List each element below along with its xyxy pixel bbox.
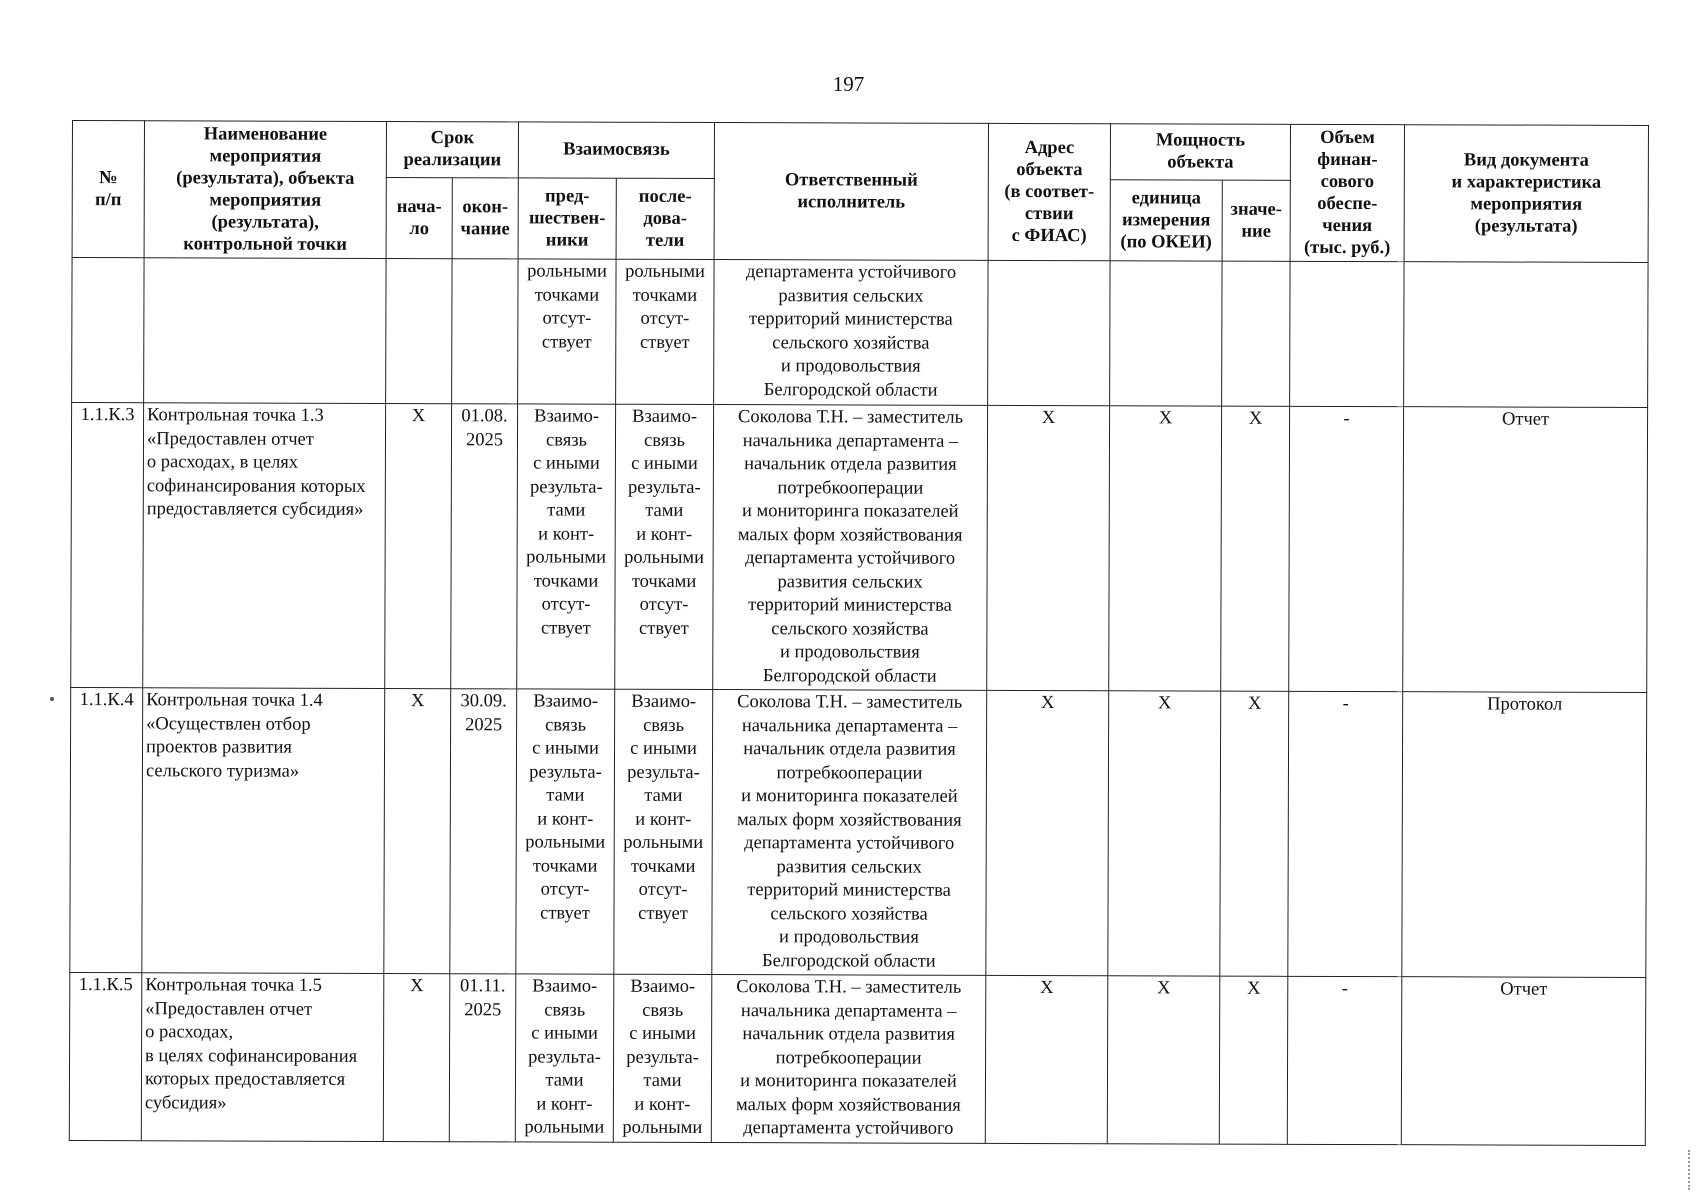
cell-unit: Х [1107, 976, 1220, 1144]
cell-address: Х [985, 975, 1108, 1143]
cell-address [988, 260, 1110, 405]
header-successors: после- дова- тели [616, 178, 714, 259]
header-value: значе- ние [1222, 180, 1290, 261]
scan-dot [50, 697, 54, 701]
cell-doc-type [1404, 262, 1648, 408]
cell-end: 01.08. 2025 [451, 404, 518, 689]
cell-end [452, 259, 518, 404]
cell-unit: Х [1109, 406, 1222, 691]
header-address: Адрес объекта (в соответ- ствии с ФИАС) [988, 123, 1110, 260]
cell-value: Х [1221, 406, 1290, 691]
table-row [71, 403, 1648, 693]
header-period: Срок реализации [386, 121, 518, 177]
header-start: нача- ло [386, 177, 452, 258]
cell-value [1222, 261, 1290, 406]
header-name: Наименование мероприятия (результата), объекта мероприятия (результата), контрольной точки [144, 121, 386, 259]
document-sheet [69, 120, 1648, 1146]
header-capacity: Мощность объекта [1110, 124, 1290, 181]
cell-successors: рольными точками отсут- ствует [616, 259, 714, 404]
header-end: окон- чание [452, 178, 518, 259]
cell-num: 1.1.К.5 [69, 972, 142, 1140]
cell-predecessors: Взаимо- связь с иными результа- тами и конт- рольными точками отсут- ствует [517, 404, 616, 689]
cell-doc-type: Протокол [1402, 692, 1647, 978]
table-row [70, 687, 1647, 977]
scan-edge-mark [1688, 1150, 1693, 1190]
header-unit: единица измерения (по ОКЕИ) [1110, 180, 1222, 261]
cell-successors: Взаимо- связь с иными результа- тами и конт- рольными [613, 974, 712, 1142]
cell-num: 1.1.К.4 [70, 687, 143, 972]
table-row-continued [72, 258, 1648, 408]
cell-responsible: Соколова Т.Н. – заместитель начальника департамента – начальник отдела развития потребкооперации и мониторинга показателей малых форм хозяйствования департамента устойчивого развития сельских территорий министерства сельского хозяйства и продовольствия Белгородской области [712, 690, 987, 976]
cell-responsible: Соколова Т.Н. – заместитель начальника департамента – начальник отдела развития потребкооперации и мониторинга показателей малых форм хозяйствования департамента устойчивого развития сельских территорий министерства сельского хозяйства и продовольствия Белгородской области [713, 405, 988, 691]
cell-name: Контрольная точка 1.3 «Предоставлен отчет о расходах, в целях софинансирования которых предоставляется субсидия» [143, 403, 386, 689]
cell-num [72, 258, 144, 403]
cell-successors: Взаимо- связь с иными результа- тами и конт- рольными точками отсут- ствует [614, 689, 713, 974]
cell-predecessors: Взаимо- связь с иными результа- тами и конт- рольными [515, 974, 614, 1142]
events-table [69, 120, 1649, 1146]
cell-num: 1.1.К.3 [71, 403, 144, 688]
cell-responsible: департамента устойчивого развития сельских территорий министерства сельского хозяйства и продовольствия Белгородской области [714, 260, 988, 406]
cell-successors: Взаимо- связь с иными результа- тами и конт- рольными точками отсут- ствует [615, 404, 714, 689]
cell-start [386, 258, 452, 403]
cell-unit: Х [1108, 691, 1221, 976]
header-funding: Объем финан- сового обеспе- чения (тыс. руб.) [1290, 124, 1404, 261]
table-row [69, 972, 1646, 1145]
cell-doc-type: Отчет [1403, 407, 1648, 693]
cell-value: Х [1220, 691, 1289, 976]
cell-address: Х [986, 690, 1109, 975]
cell-end: 30.09. 2025 [450, 689, 517, 974]
cell-name: Контрольная точка 1.5 «Предоставлен отчет о расходах, в целях софинансирования которых предоставляется субсидия» [141, 973, 384, 1142]
cell-funding: - [1288, 691, 1403, 976]
cell-predecessors: рольными точками отсут- ствует [518, 259, 616, 404]
table-header [72, 121, 1648, 263]
page-number: 197 [832, 72, 865, 96]
header-predecessors: пред- шествен- ники [518, 178, 616, 259]
cell-name: Контрольная точка 1.4 «Осуществлен отбор проектов развития сельского туризма» [142, 688, 385, 974]
header-responsible: Ответственный исполнитель [714, 123, 988, 261]
cell-responsible: Соколова Т.Н. – заместитель начальника департамента – начальник отдела развития потребкооперации и мониторинга показателей малых форм хозяйствования департамента устойчивого [711, 975, 986, 1144]
cell-value: Х [1219, 976, 1288, 1144]
cell-funding: - [1289, 406, 1404, 691]
cell-funding: - [1287, 976, 1402, 1144]
cell-start: Х [384, 688, 451, 973]
cell-end: 01.11. 2025 [449, 974, 516, 1142]
cell-funding [1290, 261, 1404, 406]
cell-unit [1110, 261, 1222, 406]
header-num: № п/п [72, 121, 144, 258]
cell-predecessors: Взаимо- связь с иными результа- тами и конт- рольными точками отсут- ствует [516, 689, 615, 974]
cell-start: Х [385, 403, 452, 688]
cell-doc-type: Отчет [1401, 977, 1646, 1146]
cell-address: Х [987, 405, 1110, 690]
header-doc-type: Вид документа и характеристика мероприятия (результата) [1404, 125, 1648, 263]
cell-start: Х [383, 973, 450, 1141]
cell-name [144, 258, 386, 404]
header-relation: Взаимосвязь [518, 122, 714, 179]
